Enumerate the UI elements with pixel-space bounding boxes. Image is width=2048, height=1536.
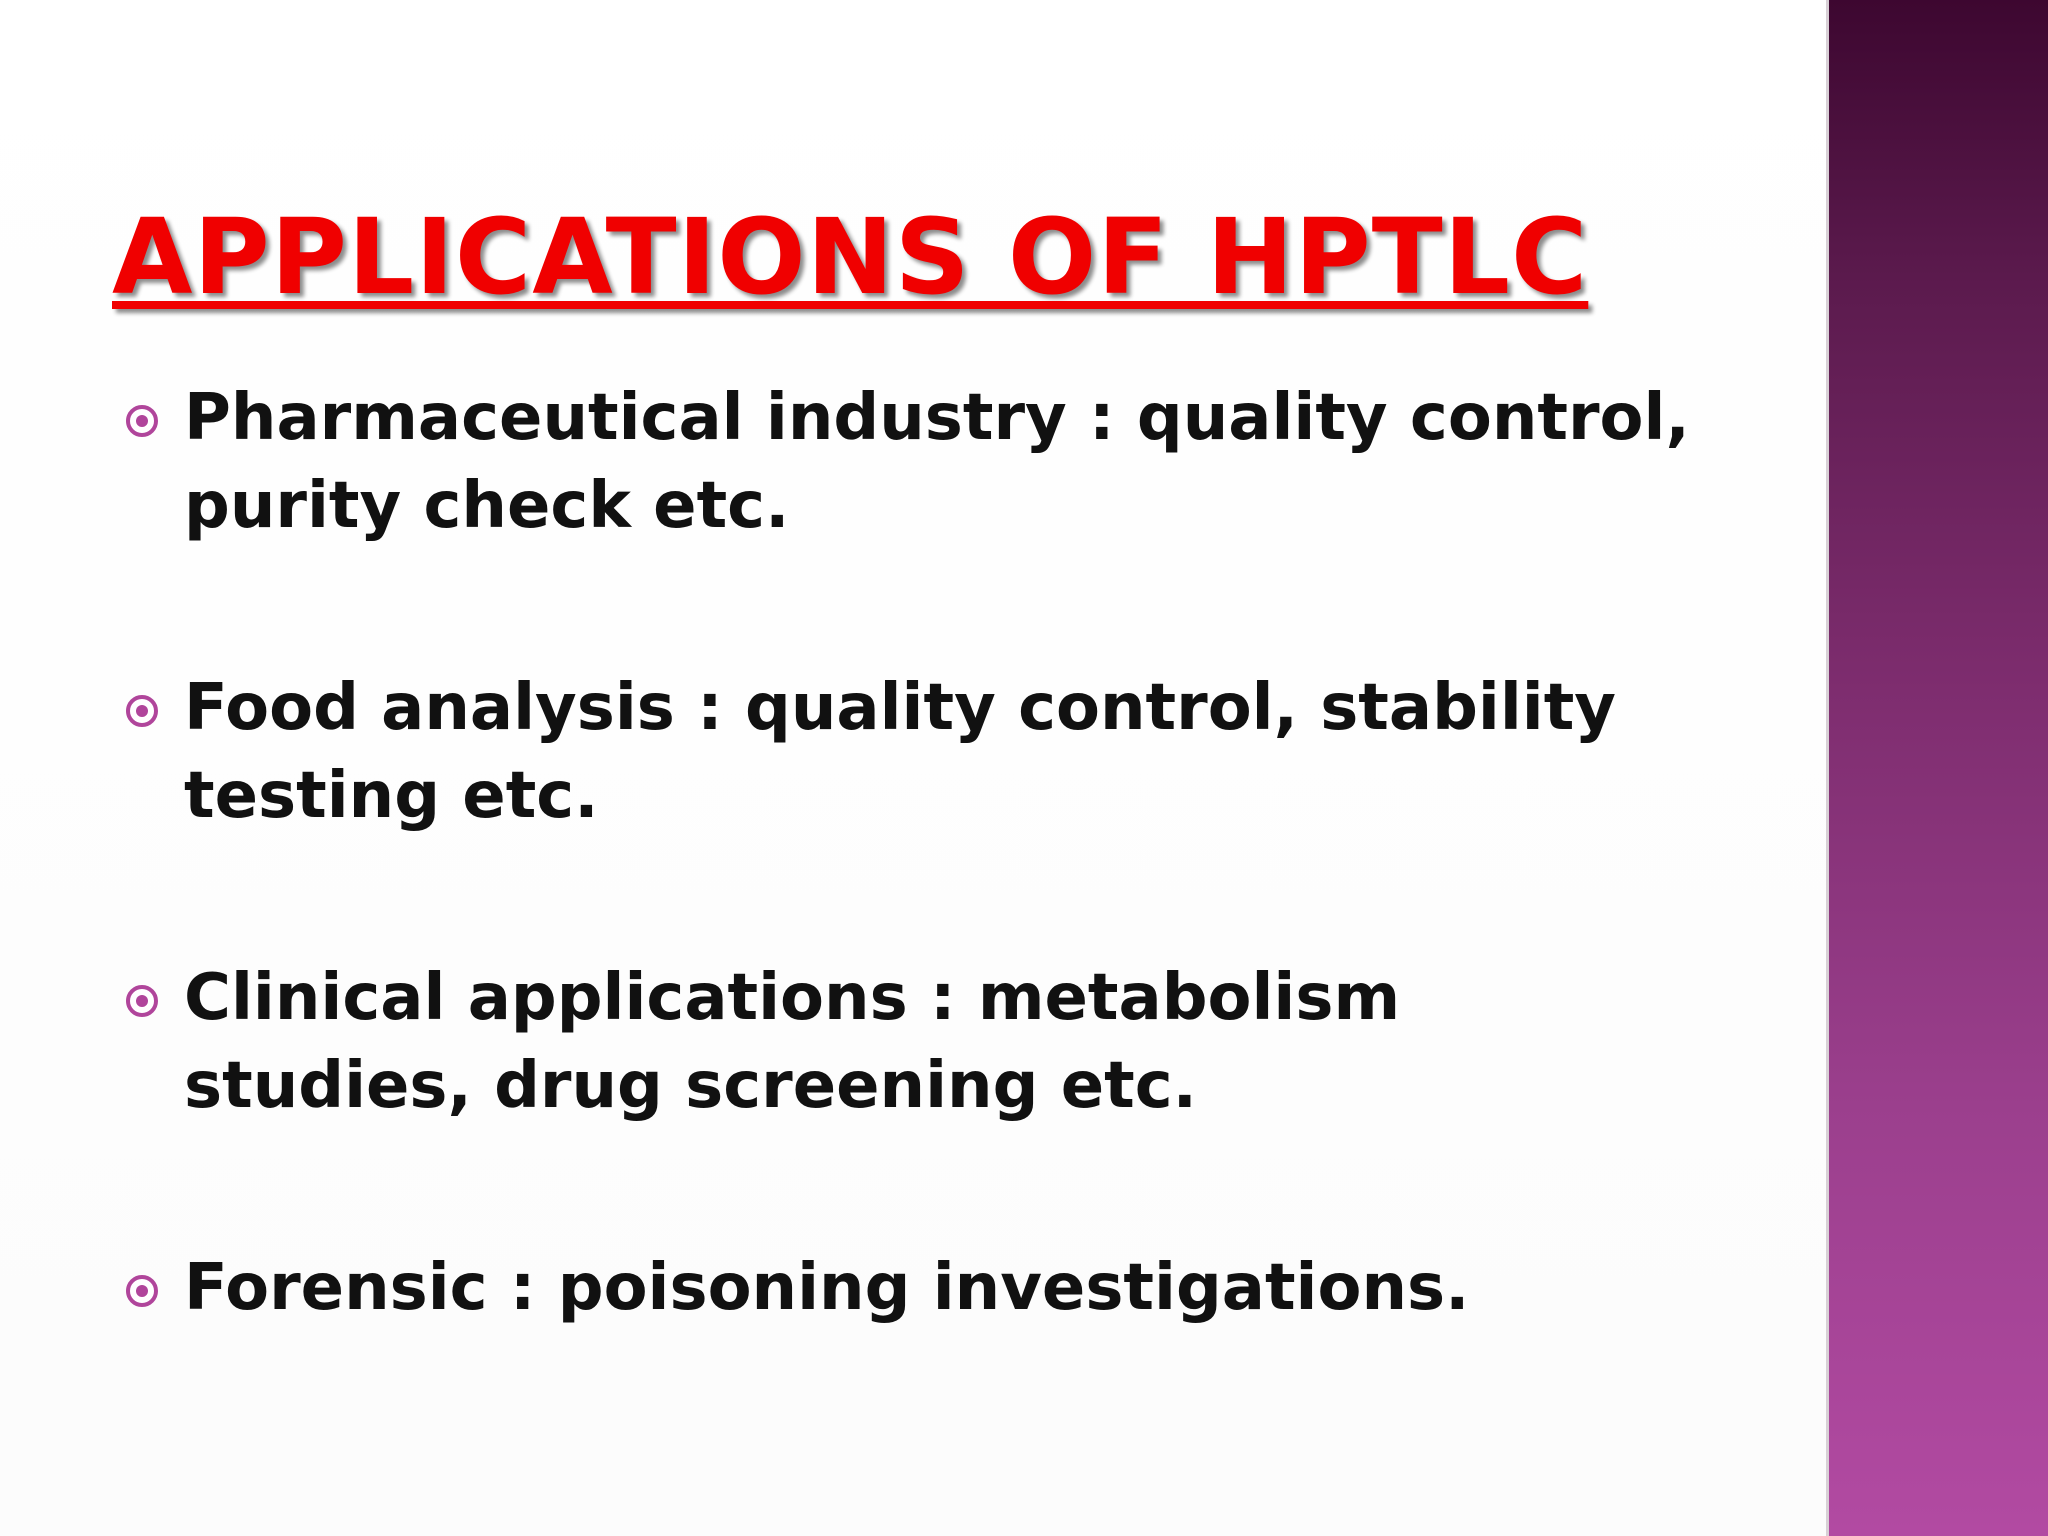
bullet-text-forensic: Forensic : poisoning investigations. xyxy=(184,1251,1470,1325)
bullet-text-food-analysis: Food analysis : quality control, stability testing etc. xyxy=(184,671,1616,833)
bullet-item-food-analysis xyxy=(126,664,1706,840)
bullet-item-pharmaceutical xyxy=(126,374,1706,550)
decorative-side-panel xyxy=(1826,0,2048,1536)
bullet-item-clinical xyxy=(126,954,1706,1130)
bullet-item-forensic xyxy=(126,1244,1706,1332)
radio-bullet-icon xyxy=(126,695,158,727)
bullet-list xyxy=(126,374,1706,1332)
radio-bullet-icon xyxy=(126,1275,158,1307)
bullet-text-pharmaceutical: Pharmaceutical industry : quality control, purity check etc. xyxy=(184,381,1690,543)
slide-title: APPLICATIONS OF HPTLC xyxy=(112,196,1589,318)
bullet-text-clinical: Clinical applications : metabolism studies, drug screening etc. xyxy=(184,961,1401,1123)
radio-bullet-icon xyxy=(126,985,158,1017)
radio-bullet-icon xyxy=(126,405,158,437)
